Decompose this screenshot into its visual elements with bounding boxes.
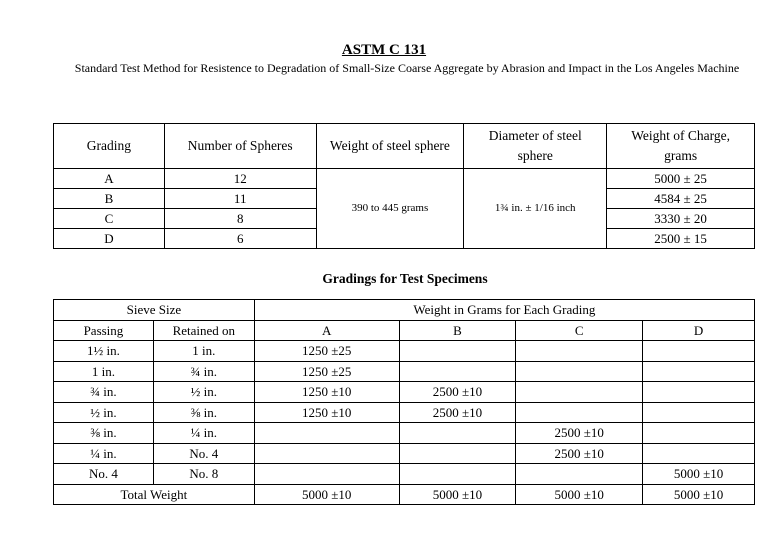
grading-cell: B [54, 189, 165, 209]
grade-c-cell [516, 464, 643, 485]
header-grade-c: C [516, 320, 643, 341]
grade-d-cell [643, 423, 755, 444]
header-diameter-of-steel-sphere: Diameter of steel sphere [464, 124, 607, 169]
grade-d-cell [643, 402, 755, 423]
header-weight-of-steel-sphere: Weight of steel sphere [316, 124, 464, 169]
retained-cell: ½ in. [153, 382, 254, 403]
total-a-cell: 5000 ±10 [254, 484, 399, 505]
table-header-row [54, 320, 755, 341]
header-grading: Grading [54, 124, 165, 169]
spheres-cell: 6 [164, 229, 316, 249]
grade-b-cell: 2500 ±10 [399, 382, 516, 403]
table-row [54, 443, 755, 464]
grade-b-cell: 2500 ±10 [399, 402, 516, 423]
grade-a-cell: 1250 ±10 [254, 382, 399, 403]
grade-b-cell [399, 464, 516, 485]
grade-a-cell [254, 464, 399, 485]
spheres-cell: 11 [164, 189, 316, 209]
charge-cell: 3330 ± 20 [607, 209, 755, 229]
header-grade-b: B [399, 320, 516, 341]
retained-cell: No. 4 [153, 443, 254, 464]
table-header-row [54, 300, 755, 321]
header-weight-in-grams: Weight in Grams for Each Grading [254, 300, 754, 321]
table-row [54, 402, 755, 423]
grade-d-cell [643, 382, 755, 403]
passing-cell: ¾ in. [54, 382, 154, 403]
retained-cell: ¾ in. [153, 361, 254, 382]
header-sieve-size: Sieve Size [54, 300, 255, 321]
grade-a-cell: 1250 ±25 [254, 361, 399, 382]
passing-cell: ⅜ in. [54, 423, 154, 444]
table-row [54, 341, 755, 362]
retained-cell: No. 8 [153, 464, 254, 485]
table-header-row [54, 124, 755, 169]
table-row [54, 464, 755, 485]
grading-cell: C [54, 209, 165, 229]
table-row [54, 361, 755, 382]
grade-c-cell [516, 341, 643, 362]
header-grade-d: D [643, 320, 755, 341]
spheres-cell: 8 [164, 209, 316, 229]
grade-b-cell [399, 443, 516, 464]
grade-c-cell: 2500 ±10 [516, 443, 643, 464]
total-row [54, 484, 755, 505]
header-number-of-spheres: Number of Spheres [164, 124, 316, 169]
passing-cell: 1½ in. [54, 341, 154, 362]
grade-c-cell [516, 402, 643, 423]
retained-cell: 1 in. [153, 341, 254, 362]
sphere-charge-table [53, 123, 755, 249]
grade-d-cell [643, 443, 755, 464]
grading-cell: A [54, 169, 165, 189]
grade-b-cell [399, 341, 516, 362]
total-d-cell: 5000 ±10 [643, 484, 755, 505]
gradings-table [53, 299, 755, 505]
table-row [54, 169, 755, 189]
grade-c-cell [516, 361, 643, 382]
passing-cell: 1 in. [54, 361, 154, 382]
total-c-cell: 5000 ±10 [516, 484, 643, 505]
table-row [54, 423, 755, 444]
grade-a-cell: 1250 ±10 [254, 402, 399, 423]
sphere-weight-cell: 390 to 445 grams [316, 169, 464, 249]
retained-cell: ⅜ in. [153, 402, 254, 423]
passing-cell: ¼ in. [54, 443, 154, 464]
charge-cell: 5000 ± 25 [607, 169, 755, 189]
table-row [54, 382, 755, 403]
spheres-cell: 12 [164, 169, 316, 189]
grade-d-cell [643, 341, 755, 362]
charge-cell: 4584 ± 25 [607, 189, 755, 209]
charge-cell: 2500 ± 15 [607, 229, 755, 249]
table-caption: Gradings for Test Specimens [322, 271, 488, 286]
grade-d-cell [643, 361, 755, 382]
header-retained-on: Retained on [153, 320, 254, 341]
grade-c-cell [516, 382, 643, 403]
grading-cell: D [54, 229, 165, 249]
grade-c-cell: 2500 ±10 [516, 423, 643, 444]
doc-title: ASTM C 131 [341, 42, 427, 58]
grade-a-cell [254, 423, 399, 444]
header-grade-a: A [254, 320, 399, 341]
header-passing: Passing [54, 320, 154, 341]
grade-d-cell: 5000 ±10 [643, 464, 755, 485]
sphere-diameter-cell: 1¾ in. ± 1/16 inch [464, 169, 607, 249]
header-weight-of-charge: Weight of Charge, grams [607, 124, 755, 169]
grade-b-cell [399, 361, 516, 382]
passing-cell: No. 4 [54, 464, 154, 485]
grade-b-cell [399, 423, 516, 444]
retained-cell: ¼ in. [153, 423, 254, 444]
total-b-cell: 5000 ±10 [399, 484, 516, 505]
total-weight-label: Total Weight [54, 484, 255, 505]
grade-a-cell [254, 443, 399, 464]
grade-a-cell: 1250 ±25 [254, 341, 399, 362]
passing-cell: ½ in. [54, 402, 154, 423]
doc-subtitle: Standard Test Method for Resistence to Degradation of Small-Size Coarse Aggregate by Abrasion and Impact in the Los Angeles Machine [74, 61, 740, 75]
